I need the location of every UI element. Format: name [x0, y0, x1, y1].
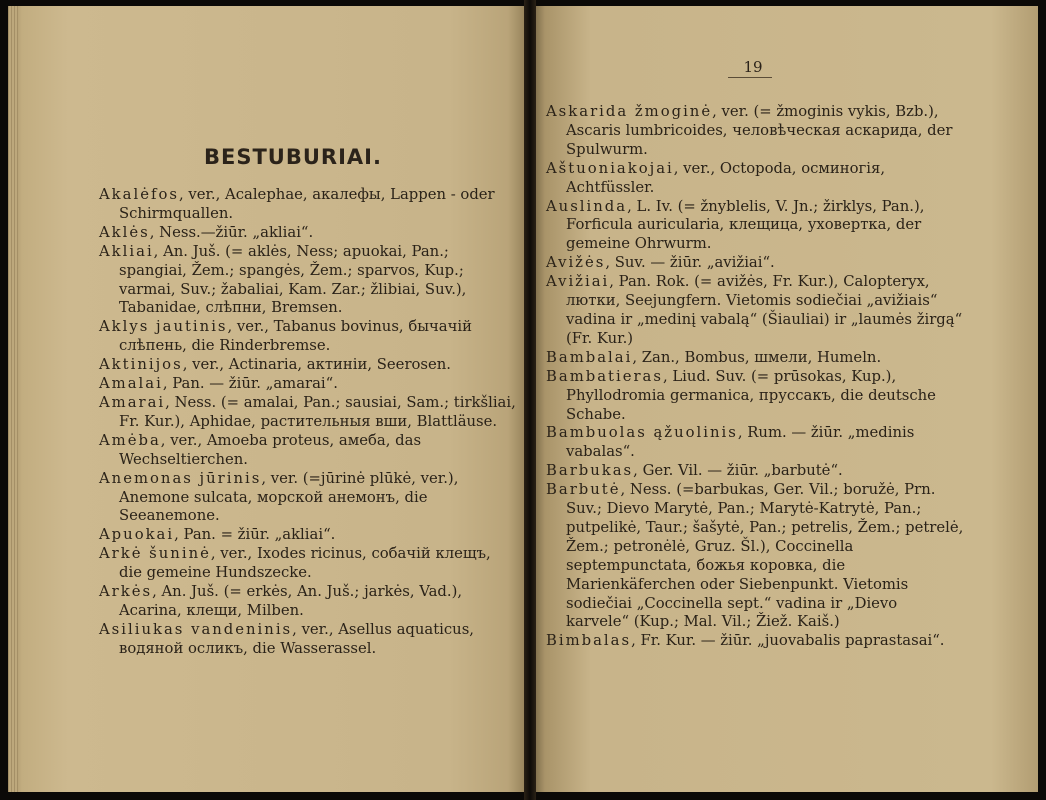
dictionary-entry — [546, 103, 964, 160]
entry-definition: , Pan. Rok. (= avižės, Fr. Kur.), Calopteryx, лютки, Seejungfern. Vietomis sodiečiai „avižiais“ vadina ir „medinį vabalą“ (Šiauliai) ir „laumės žirgą“ (Fr. Kur.) — [566, 273, 963, 347]
dictionary-entry — [99, 583, 517, 621]
entry-term: Akliai — [99, 242, 154, 260]
dictionary-entry — [99, 394, 517, 432]
entry-term: Amarai — [99, 393, 166, 411]
dictionary-entry — [99, 621, 517, 659]
dictionary-entry — [546, 160, 964, 198]
entry-definition: , Pan. = žiūr. „akliai“. — [174, 526, 336, 544]
page-number: 19 — [743, 58, 763, 76]
section-heading: BESTUBURIAI. — [204, 145, 382, 169]
entry-term: Aštuoniakojai — [546, 159, 674, 177]
right-column — [546, 103, 964, 651]
entry-definition: , Liud. Suv. (= prūsokas, Kup.), Phyllodromia germanica, пруссакъ, die deutsche Schabe. — [566, 367, 936, 423]
dictionary-entry — [546, 198, 964, 255]
dictionary-entry — [99, 318, 517, 356]
entry-term: Barbutė — [546, 481, 621, 499]
left-column — [99, 186, 517, 659]
entry-term: Akalėfos — [99, 186, 179, 203]
entry-term: Barbukas — [546, 462, 634, 480]
dictionary-entry — [99, 186, 517, 224]
entry-term: Aklės — [99, 223, 150, 241]
dictionary-entry — [99, 432, 517, 470]
entry-term: Askarida žmoginė — [546, 103, 713, 120]
entry-term: Aktinijos — [99, 356, 183, 374]
entry-term: Aklys jautinis — [99, 318, 228, 336]
entry-term: Auslinda — [546, 197, 628, 215]
entry-term: Bimbalas — [546, 632, 632, 650]
dictionary-entry — [99, 526, 517, 545]
entry-definition: , ver., Asellus aquaticus, водяной осликъ, die Wasserassel. — [119, 620, 475, 657]
entry-definition: , Pan. — žiūr. „amarai“. — [162, 375, 338, 393]
entry-definition: , An. Juš. (= erkės, An. Juš.; jarkės, Vad.), Acarina, клещи, Milben. — [119, 583, 463, 619]
dictionary-entry — [99, 375, 517, 394]
dictionary-entry — [546, 462, 964, 481]
entry-term: Amėba — [99, 431, 161, 449]
entry-definition: , ver. (= žmoginis vykis, Bzb.), Ascaris lumbricoides, человѣческая аскарида, der Spulwurm. — [566, 103, 953, 158]
dictionary-entry — [546, 632, 964, 651]
entry-definition: , ver., Acalephae, акалефы, Lappen - oder Schirmquallen. — [119, 186, 495, 222]
entry-term: Amalai — [99, 375, 163, 393]
dictionary-entry — [99, 356, 517, 375]
book-gutter — [524, 0, 536, 800]
entry-definition: , ver., Octopoda, осминогія, Achtfüssler. — [566, 159, 886, 196]
entry-term: Bambalai — [546, 348, 633, 366]
entry-term: Avižės — [546, 254, 606, 272]
entry-definition: , Ness. (= amalai, Pan.; sausiai, Sam.; tirkšliai, Fr. Kur.), Aphidae, растительныя вши, Blattläuse. — [119, 393, 516, 430]
dictionary-entry — [99, 545, 517, 583]
entry-definition: , Zan., Bombus, шмели, Humeln. — [632, 348, 882, 366]
dictionary-entry — [546, 273, 964, 349]
entry-definition: , Suv. — žiūr. „avižiai“. — [605, 254, 775, 272]
entry-term: Anemonas jūrinis — [99, 469, 262, 487]
dictionary-entry — [99, 470, 517, 527]
dictionary-entry — [99, 243, 517, 319]
page-edge — [8, 6, 18, 792]
entry-definition: , Ness.—žiūr. „akliai“. — [149, 223, 314, 241]
entry-term: Arkė šuninė — [99, 545, 211, 563]
entry-definition: , ver., Ixodes ricinus, собачій клещъ, die gemeine Hundszecke. — [119, 545, 491, 582]
dictionary-entry — [546, 368, 964, 425]
dictionary-entry — [546, 254, 964, 273]
entry-definition: , ver., Amoeba proteus, амеба, das Wechseltierchen. — [119, 431, 422, 468]
entry-definition: , L. Iv. (= žnyblelis, V. Jn.; žirklys, Pan.), Forficula auricularia, клещица, уховертка, der gemeine Ohrwurm. — [566, 197, 925, 253]
entry-term: Arkės — [99, 583, 153, 601]
dictionary-entry — [546, 481, 964, 632]
entry-term: Asiliukas vandeninis — [99, 620, 293, 638]
dictionary-entry — [546, 424, 964, 462]
entry-definition: , Rum. — žiūr. „medinis vabalas“. — [566, 424, 915, 461]
entry-term: Avižiai — [546, 273, 610, 291]
entry-definition: , ver., Tabanus bovinus, бычачій слѣпень, die Rinderbremse. — [119, 318, 472, 355]
entry-term: Apuokai — [99, 526, 175, 544]
entry-definition: , Ger. Vil. — žiūr. „barbutė“. — [633, 462, 843, 480]
entry-term: Bambuolas ąžuolinis — [546, 424, 738, 442]
dictionary-entry — [99, 224, 517, 243]
entry-definition: , Fr. Kur. — žiūr. „juovabalis paprastasai“. — [631, 632, 945, 650]
page-number-rule — [728, 77, 772, 78]
entry-definition: , ver. (=jūrinė plūkė, ver.), Anemone sulcata, морской анемонъ, die Seeanemone. — [119, 469, 459, 525]
dictionary-entry — [546, 349, 964, 368]
entry-definition: , Ness. (=barbukas, Ger. Vil.; boružė, Prn. Suv.; Dievo Marytė, Pan.; Marytė-Katrytė, Pan.; putpelikė, Taur.; šašytė, Pan.; petrelis, Žem.; petrelė, Žem.; petronėlė, Gruz. Šl.), Coccinella septempunctata, божья коровка, die Marienkäferchen oder Siebenpunkt. Vietomis sodiečiai „Coccinella sept.“ vadina ir „Dievo karvele“ (Kup.; Mal. Vil.; Žiež. Kaiš.) — [566, 481, 964, 631]
entry-term: Bambatieras — [546, 367, 663, 385]
entry-definition: , ver., Actinaria, актиніи, Seerosen. — [182, 356, 452, 374]
entry-definition: , An. Juš. (= aklės, Ness; apuokai, Pan.; spangiai, Žem.; spangės, Žem.; sparvos, Kup.; varmai, Suv.; žabaliai, Kam. Zar.; žlibiai, Suv.), Tabanidae, слѣпни, Bremsen. — [119, 242, 467, 317]
